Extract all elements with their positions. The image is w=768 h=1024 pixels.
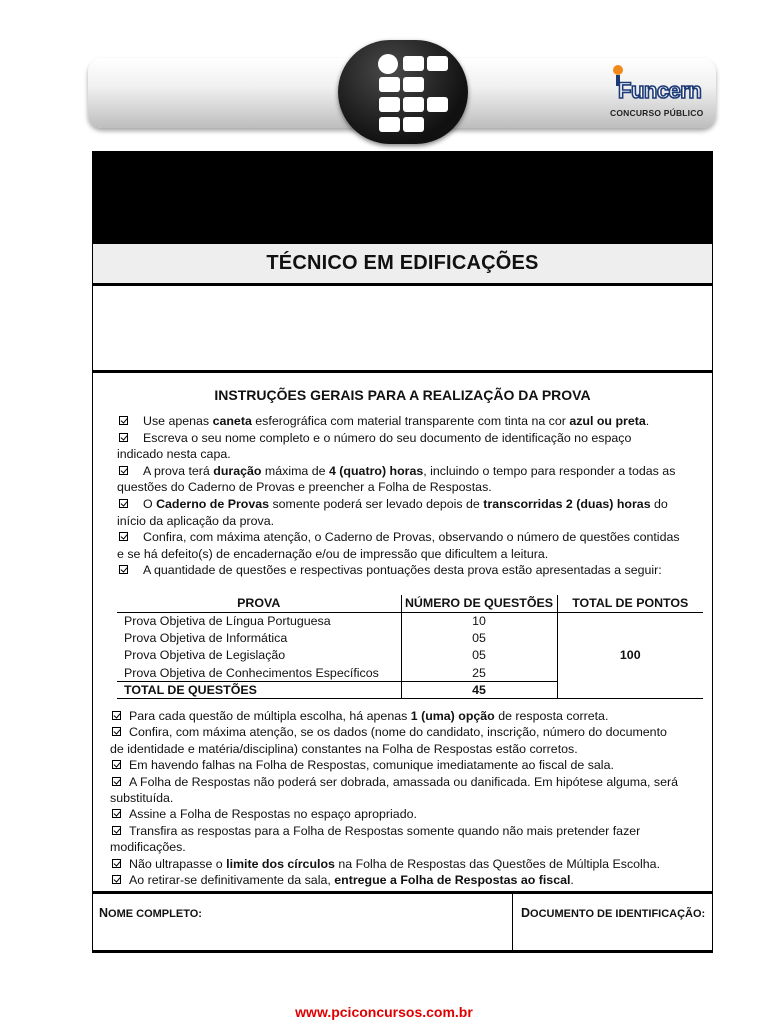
checkbox-icon xyxy=(119,499,128,508)
black-band xyxy=(93,151,712,244)
signature-area xyxy=(93,891,712,953)
list-item-continuation: de identidade e matéria/disciplina) constantes na Folha de Respostas estão corretos. xyxy=(110,741,578,756)
funcern-logo xyxy=(604,64,704,124)
list-item: Confira, com máxima atenção, o Caderno de Provas, observando o número de questões contidas xyxy=(117,529,707,546)
exam-cover-frame xyxy=(92,151,713,953)
total-points: 100 xyxy=(557,612,703,699)
signature-divider xyxy=(512,894,513,950)
table-header-questoes: NÚMERO DE QUESTÕES xyxy=(401,595,557,612)
checkbox-icon xyxy=(112,777,121,786)
list-item: Confira, com máxima atenção, se os dados (nome do candidato, inscrição, número do documento xyxy=(110,724,707,740)
document-field-label: DOCUMENTO DE IDENTIFICAÇÃO: xyxy=(521,906,706,920)
table-header-prova: PROVA xyxy=(117,595,401,612)
name-field-label: NOME COMPLETO: xyxy=(99,906,202,920)
table-header-pontos: TOTAL DE PONTOS xyxy=(557,595,703,612)
title-band xyxy=(93,244,712,286)
instructions-title: INSTRUÇÕES GERAIS PARA A REALIZAÇÃO DA PROVA xyxy=(214,387,591,403)
exam-title: TÉCNICO EM EDIFICAÇÕES xyxy=(266,252,539,274)
table-row: Prova Objetiva de Informática 05 xyxy=(117,629,703,646)
list-item-continuation: questões do Caderno de Provas e preencher a Folha de Respostas. xyxy=(117,480,492,495)
table-row: Prova Objetiva de Legislação 05 xyxy=(117,647,703,664)
list-item: Em havendo falhas na Folha de Respostas, comunique imediatamente ao fiscal de sala. xyxy=(110,757,707,773)
list-item: Transfira as respostas para a Folha de Respostas somente quando não mais pretender fazer xyxy=(110,823,707,839)
table-row: Prova Objetiva de Conhecimentos Específicos 25 xyxy=(117,664,703,681)
checkbox-icon xyxy=(119,416,128,425)
table-total-row: TOTAL DE QUESTÕES 45 xyxy=(117,682,703,699)
checkbox-icon xyxy=(119,565,128,574)
list-item-continuation: substituída. xyxy=(110,791,174,806)
footer-url: www.pciconcursos.com.br xyxy=(295,1004,473,1020)
checkbox-icon xyxy=(119,433,128,442)
list-item: Assine a Folha de Respostas no espaço apropriado. xyxy=(110,806,707,822)
checkbox-icon xyxy=(112,809,121,818)
list-item: Para cada questão de múltipla escolha, há apenas 1 (uma) opção de resposta correta. xyxy=(110,708,707,724)
checkbox-icon xyxy=(112,859,121,868)
list-item-continuation: e se há defeito(s) de encadernação e/ou de impressão que dificultem a leitura. xyxy=(117,546,549,561)
funcern-subtitle: CONCURSO PÚBLICO xyxy=(610,108,704,118)
list-item: Não ultrapasse o limite dos círculos na Folha de Respostas das Questões de Múltipla Escolha. xyxy=(110,856,707,872)
checkbox-icon xyxy=(119,466,128,475)
list-item: Use apenas caneta esferográfica com material transparente com tinta na cor azul ou preta. xyxy=(117,413,707,430)
candidate-info-area xyxy=(93,286,712,373)
checkbox-icon xyxy=(112,727,121,736)
list-item: A prova terá duração máxima de 4 (quatro) horas, incluindo o tempo para responder a todas as xyxy=(117,463,707,480)
checkbox-icon xyxy=(112,826,121,835)
instructions-list-2 xyxy=(110,708,707,888)
checkbox-icon xyxy=(112,875,121,884)
funcern-brand: Funcern xyxy=(618,78,702,103)
list-item: O Caderno de Provas somente poderá ser levado depois de transcorridas 2 (duas) horas do xyxy=(117,496,707,513)
instructions-list xyxy=(117,413,707,579)
list-item: A quantidade de questões e respectivas pontuações desta prova estão apresentadas a seguir: xyxy=(117,562,707,579)
list-item: A Folha de Respostas não poderá ser dobrada, amassada ou danificada. Em hipótese alguma, será xyxy=(110,774,707,790)
list-item-continuation: indicado nesta capa. xyxy=(117,447,231,462)
list-item-continuation: início da aplicação da prova. xyxy=(117,513,275,528)
checkbox-icon xyxy=(119,532,128,541)
institute-logo xyxy=(338,40,468,144)
list-item-continuation: modificações. xyxy=(110,840,186,855)
list-item: Ao retirar-se definitivamente da sala, entregue a Folha de Respostas ao fiscal. xyxy=(110,872,707,888)
checkbox-icon xyxy=(112,760,121,769)
checkbox-icon xyxy=(112,711,121,720)
list-item: Escreva o seu nome completo e o número do seu documento de identificação no espaço xyxy=(117,430,707,447)
questions-table xyxy=(117,595,703,699)
table-row: Prova Objetiva de Língua Portuguesa 10 100 xyxy=(117,612,703,629)
